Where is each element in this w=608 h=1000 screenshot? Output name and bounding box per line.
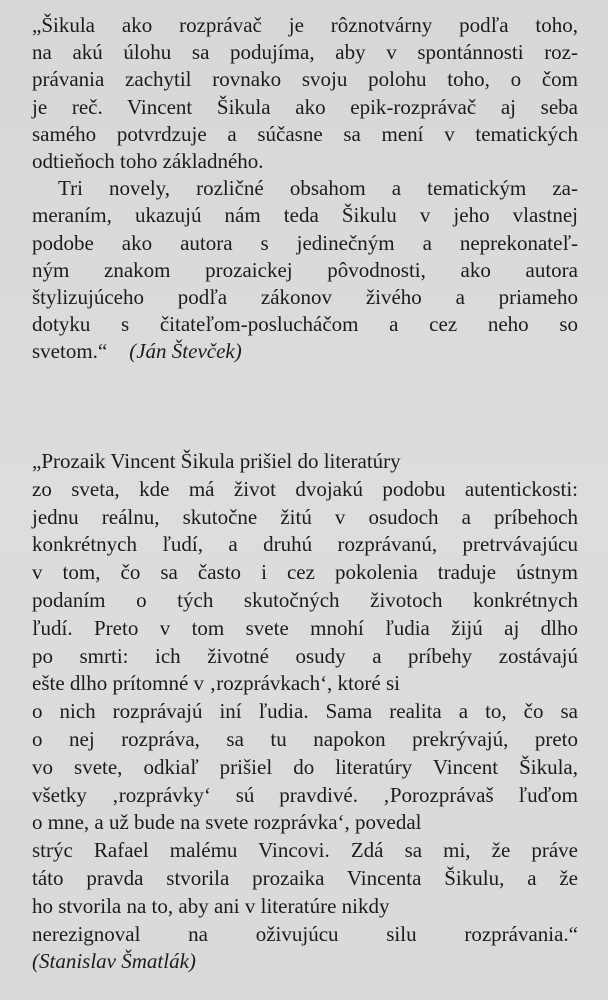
text-line: v tom, čo sa často i cez pokolenia traduje ústnym: [32, 560, 578, 585]
text-line: zo sveta, kde má život dvojakú podobu autentickosti:: [32, 476, 578, 501]
text-line: ho stvorila na to, aby ani v literatúre nikdy: [32, 893, 390, 918]
author-attribution: (Ján Števček): [129, 339, 242, 364]
quote-stevcek: [32, 12, 578, 365]
text-line: táto pravda stvorila prozaika Vincenta Šikulu, a že: [32, 865, 578, 890]
text-line: vo svete, odkiaľ prišiel do literatúry Vincent Šikula,: [32, 754, 578, 779]
text-line: svetom.“: [32, 339, 108, 364]
text-line: všetky ‚rozprávky‘ sú pravdivé. ‚Porozprávaš ľuďom: [32, 782, 578, 807]
text-line: podaním o tých skutočných životoch konkrétnych: [32, 587, 578, 612]
text-line: ným znakom prozaickej pôvodnosti, ako autora: [32, 257, 578, 282]
text-line: odtieňoch toho základného.: [32, 148, 264, 173]
text-line: o nej rozpráva, sa tu napokon prekrývajú, preto: [32, 726, 578, 751]
text-line: samého potvrdzuje a súčasne sa mení v tematických: [32, 121, 578, 146]
text-line: na akú úlohu sa podujíma, aby v spontánnosti roz-: [32, 40, 578, 65]
text-line: ľudí. Preto v tom svete mnohí ľudia žijú aj dlho: [32, 615, 578, 640]
text-line: „Prozaik Vincent Šikula prišiel do literatúry: [32, 449, 401, 473]
text-line: o nich rozprávajú iní ľudia. Sama realita a to, čo sa: [32, 699, 578, 724]
text-line: je reč. Vincent Šikula ako epik-rozprávač aj seba: [32, 94, 578, 119]
text-line: nerezignoval na oživujúcu silu rozprávania.“: [32, 921, 578, 946]
text-line: o mne, a už bude na svete rozprávka‘, povedal: [32, 810, 422, 835]
text-line: jednu reálnu, skutočne žitú v osudoch a príbehoch: [32, 504, 578, 529]
text-line: konkrétnych ľudí, a druhú rozprávanú, pretrvávajúcu: [32, 532, 578, 557]
text-line: ešte dlho prítomné v ‚rozprávkach‘, ktoré si: [32, 671, 400, 696]
text-line: právania zachytil rovnako svoju polohu toho, o čom: [32, 67, 578, 92]
text-line: podobe ako autora s jedinečným a neprekonateľ-: [32, 230, 578, 255]
text-line: dotyku s čitateľom-poslucháčom a cez neho so: [32, 312, 578, 337]
text-line: Tri novely, rozličné obsahom a tematickým za-: [58, 176, 578, 201]
author-attribution: (Stanislav Šmatlák): [32, 949, 196, 974]
text-line: štylizujúceho podľa zákonov živého a priameho: [32, 284, 578, 309]
text-line: „Šikula ako rozprávač je rôznotvárny podľa toho,: [32, 13, 578, 37]
text-line: meraním, ukazujú nám teda Šikulu v jeho vlastnej: [32, 203, 578, 228]
quote-smatlak: [32, 448, 578, 976]
text-line: po smrti: ich životné osudy a príbehy zostávajú: [32, 643, 578, 668]
closing-line: [32, 338, 578, 365]
text-line: strýc Rafael malému Vincovi. Zdá sa mi, že práve: [32, 838, 578, 863]
